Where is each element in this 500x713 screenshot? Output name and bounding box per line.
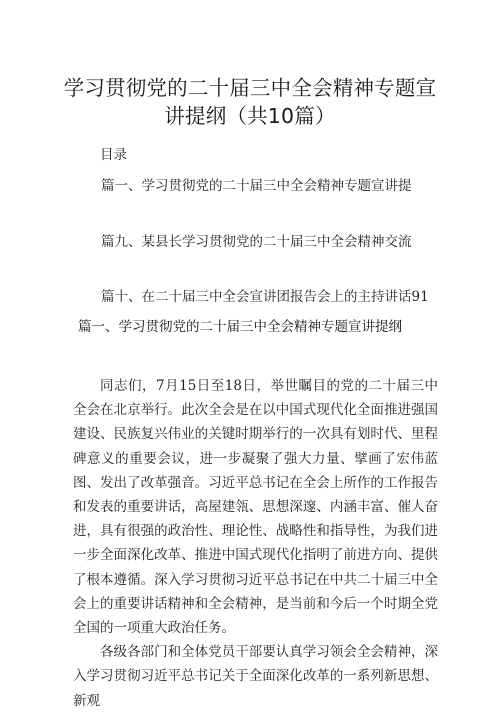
title-line-1: 学习贯彻党的二十届三中全会精神专题宣 (63, 76, 437, 100)
toc-item[interactable]: 篇十、在二十届三中全会宣讲团报告会上的主持讲话91 (101, 289, 429, 305)
toc-heading: 目录 (100, 147, 127, 163)
title-line-2: 讲提纲（共10篇） (164, 104, 336, 128)
paragraph: 各级各部门和全体党员干部要认真学习领会全会精神，深入学习贯彻习近平总书记关于全面深化改革的一系列新思想、新观 (73, 644, 438, 709)
toc-item[interactable]: 篇一、学习贯彻党的二十届三中全会精神专题宣讲提 (101, 178, 412, 194)
body-text (73, 374, 438, 713)
toc-item[interactable]: 篇九、某县长学习贯彻党的二十届三中全会精神交流 (101, 234, 412, 250)
document-title (60, 74, 440, 130)
section-heading: 篇一、学习贯彻党的二十届三中全会精神专题宣讲提纲 (78, 319, 402, 335)
paragraph: 同志们，7月15日至18日，举世瞩目的党的二十届三中全会在北京举行。此次全会是在以中国式现代化全面推进强国建设、民族复兴伟业的关键时期举行的一次具有划时代、里程碑意义的重要会议，进一步凝聚了强大力量、擘画了宏伟蓝图、发出了改革强音。习近平总书记在全会上所作的工作报告和发表的重要讲话，高屋建瓴、思想深邃、内涵丰富、催人奋进，具有很强的政治性、理论性、战略性和指导性，为我们进一步全面深化改革、推进中国式现代化指明了前进方向、提供了根本遵循。深入学习贯彻习近平总书记在中共二十届三中全会上的重要讲话精神和全会精神，是当前和今后一个时期全党全国的一项重大政治任务。 (73, 378, 438, 637)
